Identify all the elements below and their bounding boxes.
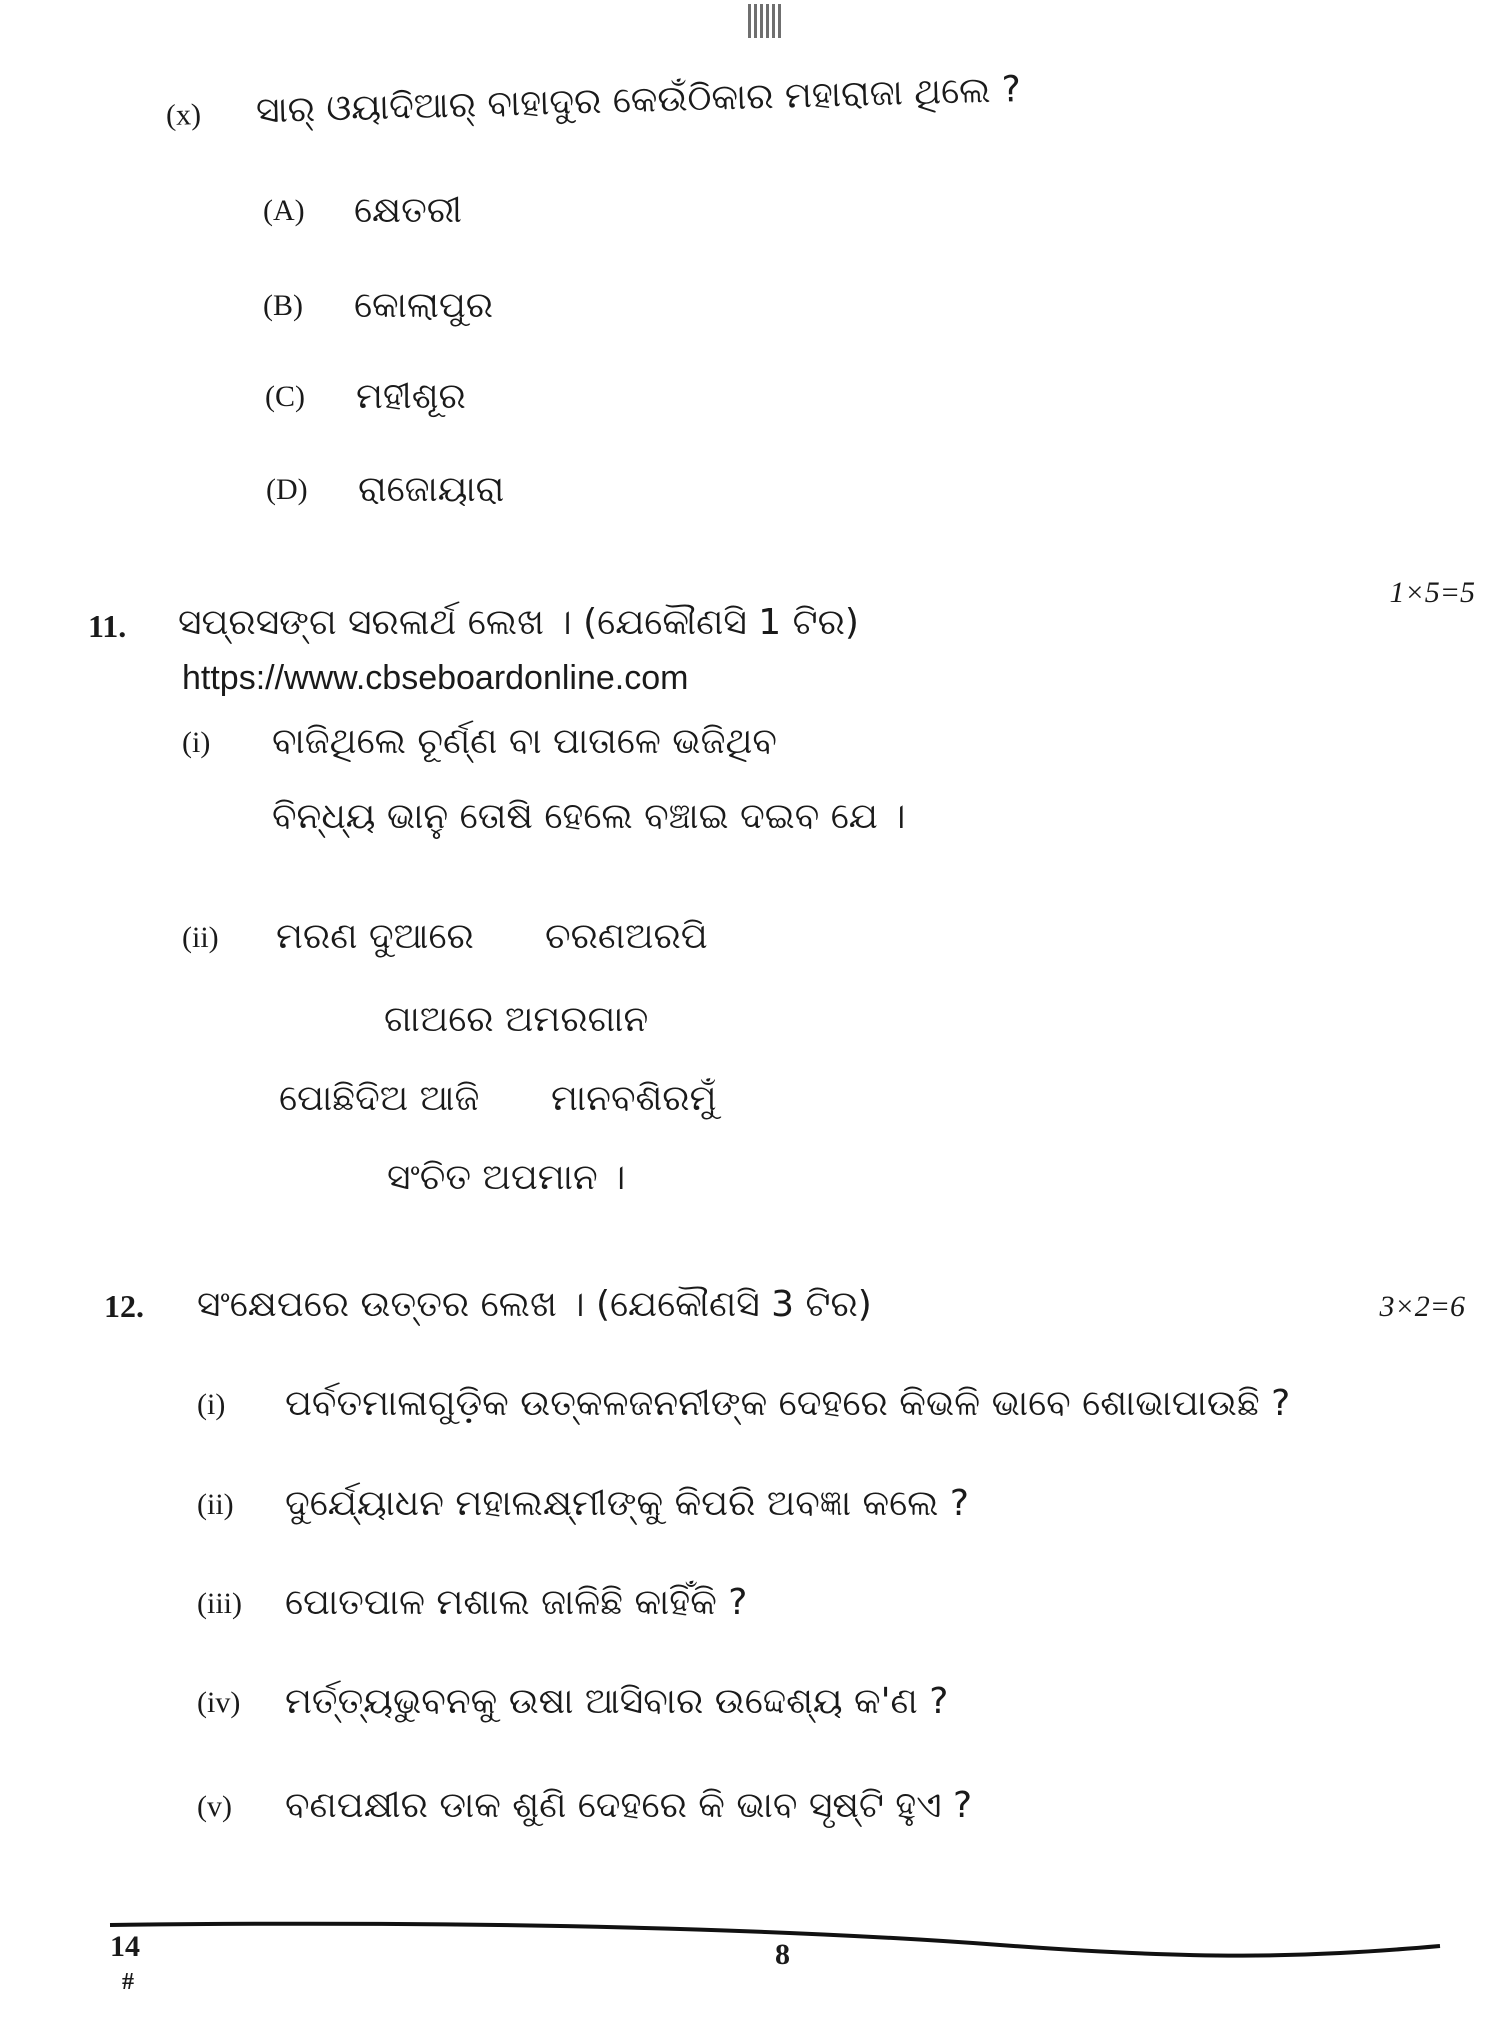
option-a-label: (A) — [263, 194, 305, 227]
question-11-marks: 1×5=5 — [1389, 576, 1475, 609]
q12-item-v-text: ବଣପକ୍ଷୀର ଡାକ ଶୁଣି ଦେହରେ କି ଭାବ ସୃଷ୍ଟି ହୁଏ ? — [285, 1785, 973, 1826]
footer-hash: # — [122, 1969, 134, 1995]
question-11-text: ସପ୍ରସଙ୍ଗ ସରଳାର୍ଥ ଲେଖ । (ଯେକୌଣସି 1 ଟିର) — [178, 602, 859, 643]
option-a-text: କ୍ଷେତରୀ — [354, 190, 462, 231]
page-number: 8 — [775, 1938, 790, 1971]
q11-part-i-line-1: ବାଜିଥିଲେ ଚୂର୍ଣ୍ଣ ବା ପାତାଳେ ଭଜିଥିବ — [272, 721, 777, 762]
q12-item-iii-label: (iii) — [197, 1587, 242, 1620]
question-x-text: ସାର୍ ଓୟାଦିଆର୍ ବାହାଦୁର କେଉଁଠିକାର ମହାରାଜା ଥିଲେ ? — [255, 69, 1022, 132]
option-b-text: କୋଲାପୁର — [354, 285, 494, 326]
question-12-text: ସଂକ୍ଷେପରେ ଉତ୍ତର ଲେଖ । (ଯେକୌଣସି 3 ଟିର) — [197, 1284, 872, 1325]
question-12-marks: 3×2=6 — [1379, 1290, 1465, 1323]
option-c-label: (C) — [265, 380, 305, 413]
option-c-text: ମହୀଶୂର — [356, 376, 466, 417]
q11-part-ii-line-1a: ମରଣ ଦୁଆରେ — [276, 916, 474, 957]
question-x-label: (x) — [165, 98, 202, 132]
q11-part-ii-line-3b: ମାନବଶିରମୁଁ — [551, 1078, 717, 1119]
q12-item-ii-text: ଦୁର୍ଯ୍ୟୋଧନ ମହାଲକ୍ଷ୍ମୀଙ୍କୁ କିପରି ଅବଜ୍ଞା କଲେ ? — [285, 1483, 970, 1524]
q11-part-ii-line-1b: ଚରଣଅରପି — [545, 916, 708, 957]
q11-part-ii-line-3a: ପୋଛିଦିଅ ଆଜି — [279, 1078, 480, 1119]
q11-part-ii-line-4: ସଂଚିତ ଅପମାନ । — [387, 1157, 626, 1198]
option-d-label: (D) — [266, 473, 308, 506]
option-b-label: (B) — [263, 289, 303, 322]
q11-part-i-line-2: ବିନ୍ଧ୍ୟ ଭାନୁ ତୋଷି ହେଲେ ବଞ୍ଚାଇ ଦଇବ ଯେ । — [272, 796, 906, 837]
footer-code: 14 — [110, 1930, 140, 1963]
q12-item-i-label: (i) — [197, 1388, 226, 1421]
question-11-number: 11. — [88, 608, 127, 644]
q11-part-ii-label: (ii) — [182, 921, 219, 954]
q12-item-iv-label: (iv) — [197, 1686, 241, 1719]
question-12-number: 12. — [104, 1288, 144, 1324]
option-d-text: ରାଜୋୟାରା — [358, 469, 505, 510]
q12-item-v-label: (v) — [197, 1790, 232, 1823]
q12-item-ii-label: (ii) — [197, 1488, 234, 1521]
q12-item-iii-text: ପୋତପାଳ ମଶାଲ ଜାଳିଛି କାହିଁକି ? — [285, 1582, 748, 1623]
q12-item-iv-text: ମର୍ତ୍ତ୍ୟଭୁବନକୁ ଉଷା ଆସିବାର ଉଦ୍ଦେଶ୍ୟ କ'ଣ ? — [285, 1681, 949, 1722]
q11-part-ii-line-2: ଗାଅରେ ଅମରଗାନ — [384, 999, 649, 1040]
watermark-url: https://www.cbseboardonline.com — [182, 659, 689, 697]
q12-item-i-text: ପର୍ବତମାଳାଗୁଡ଼ିକ ଉତ୍କଳଜନନୀଙ୍କ ଦେହରେ କିଭଳି ଭାବେ ଶୋଭାପାଉଛି ? — [285, 1383, 1291, 1424]
q11-part-i-label: (i) — [182, 726, 211, 759]
